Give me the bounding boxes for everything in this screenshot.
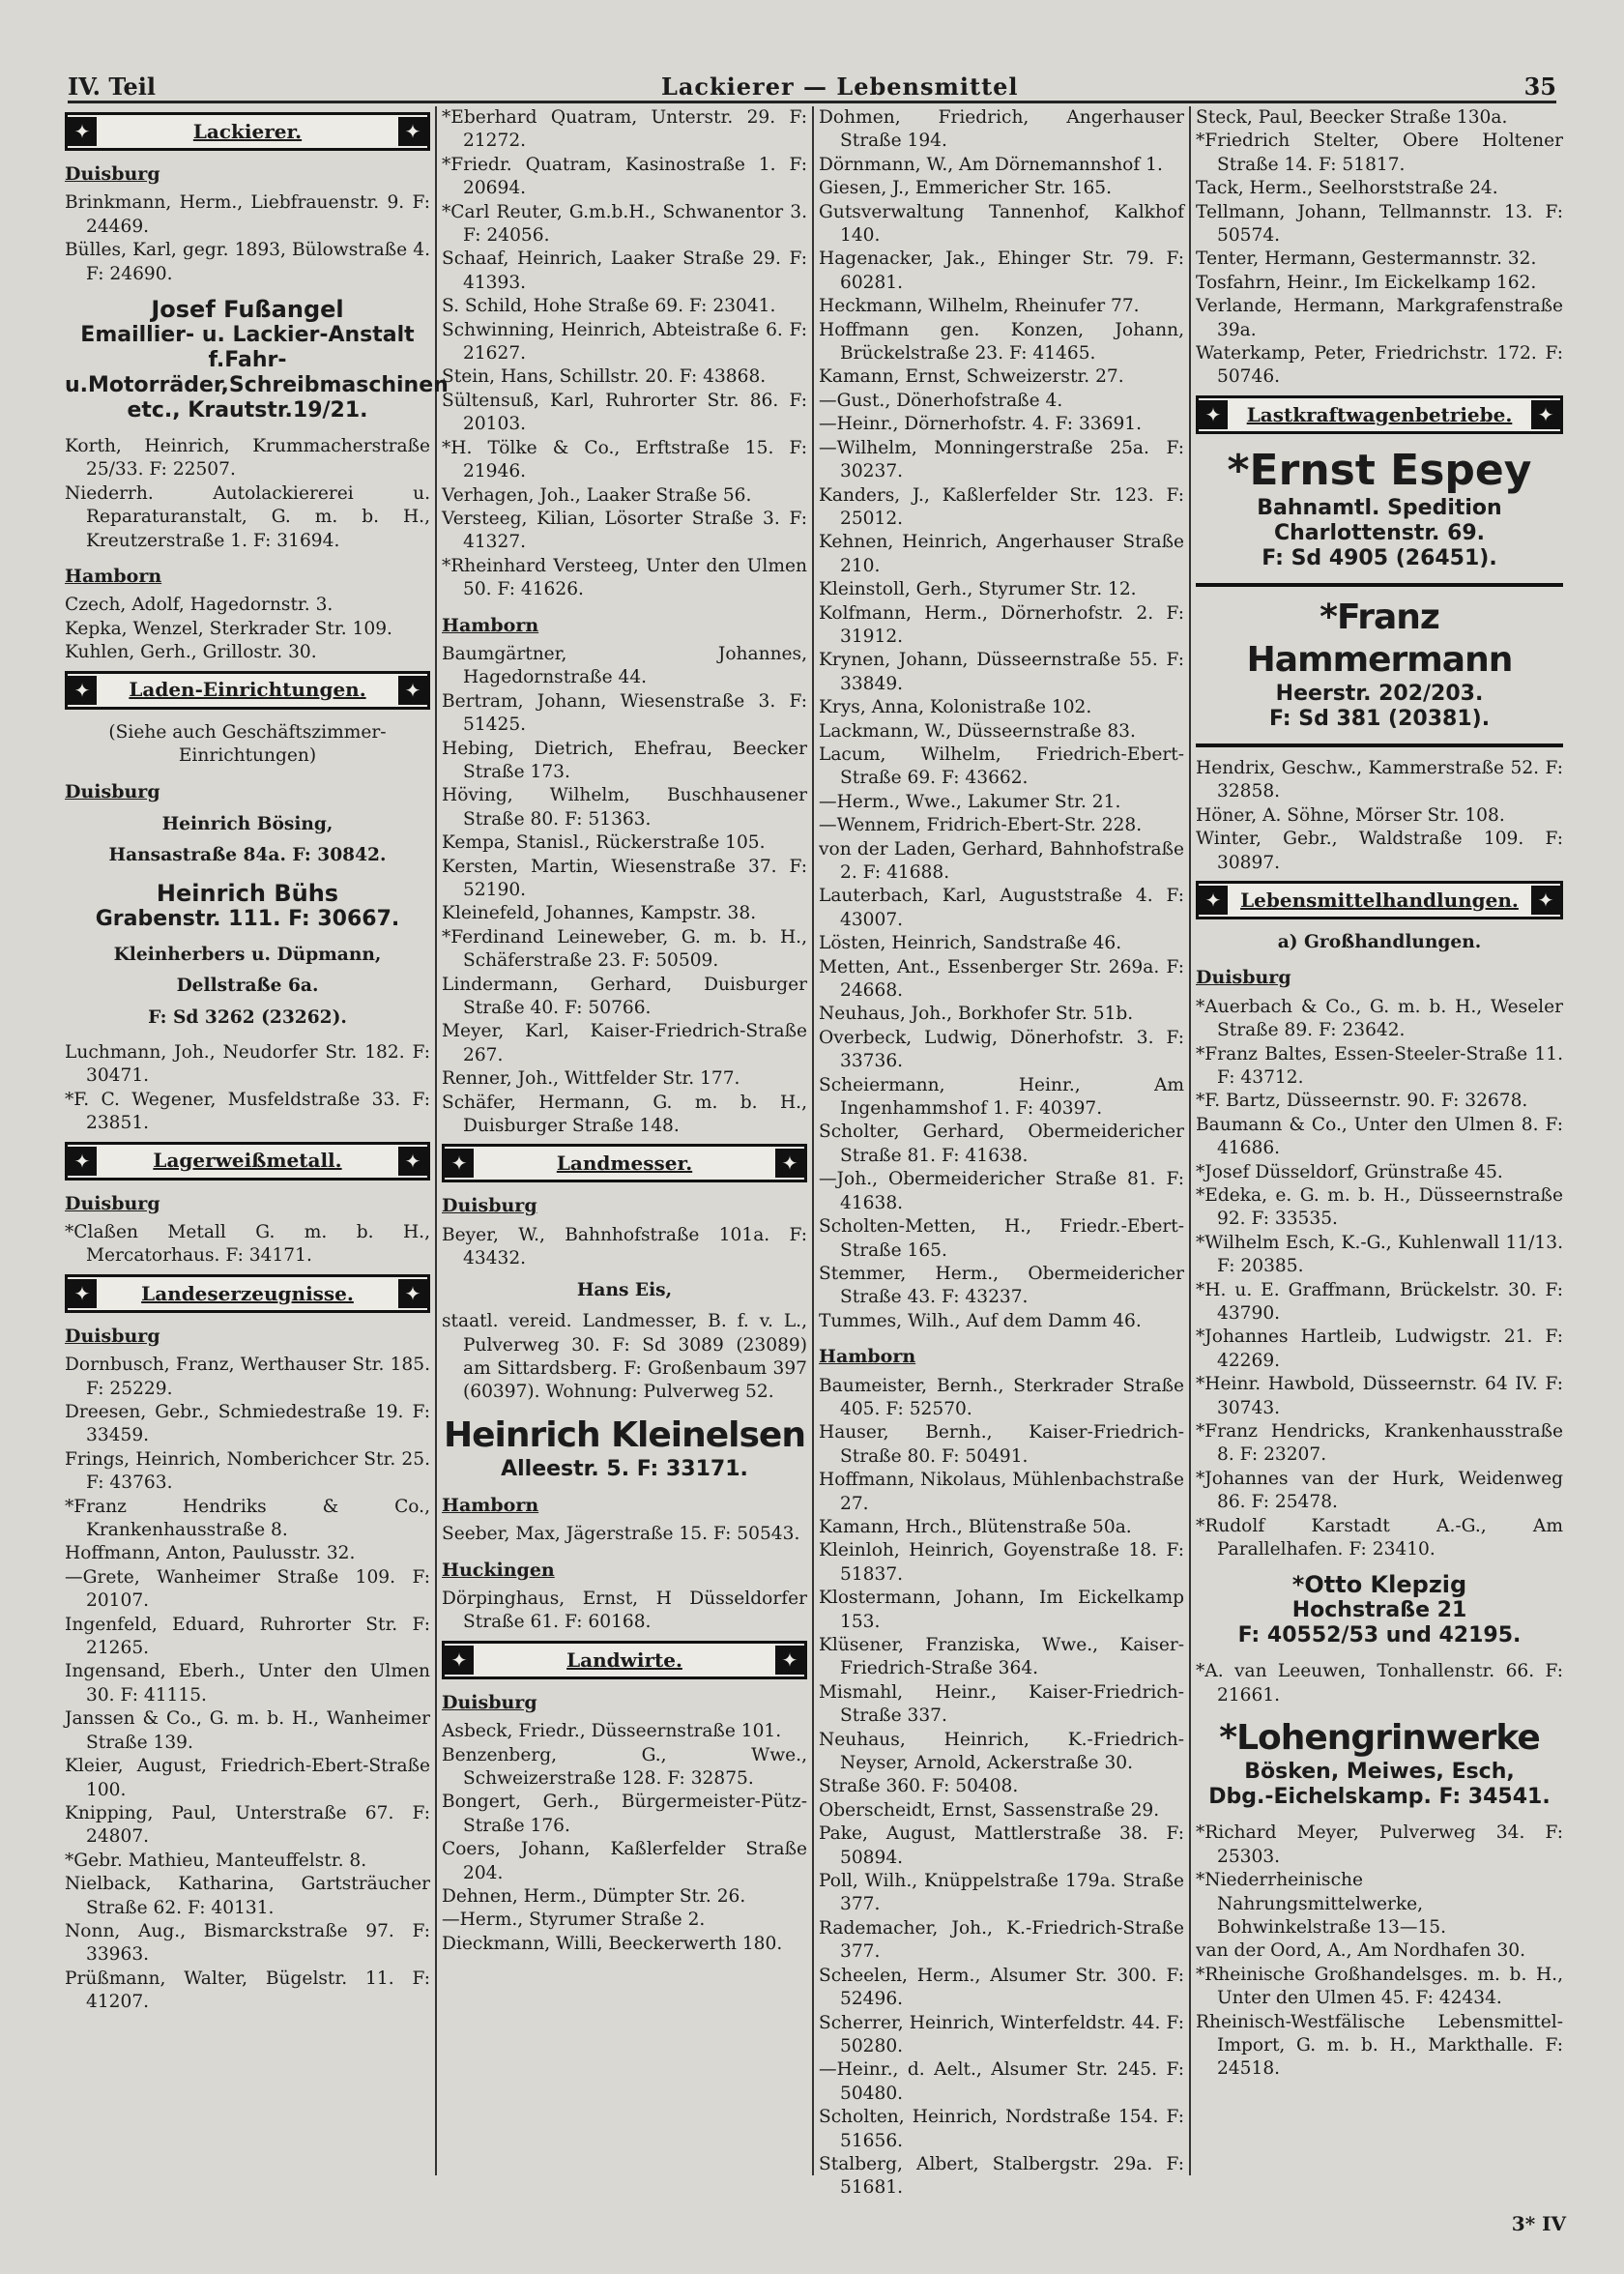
list-item: Lösten, Heinrich, Sandstraße 46. [819,933,1122,954]
list-item: Hagenacker, Jak., Ehinger Str. 79. F: 60281. [819,248,1184,293]
divider [1196,583,1563,587]
list-item: Gutsverwaltung Tannenhof, Kalkhof 140. [819,201,1184,247]
entry-list [442,1310,807,1405]
section-banner-landwirte [442,1641,807,1679]
list-item: Kolfmann, Herm., Dörnerhofstr. 2. F: 31912. [819,602,1184,647]
running-head-center: Lackierer — Lebensmittel [661,73,1019,101]
list-item: Ingensand, Eberh., Unter den Ulmen 30. F: 41115. [65,1661,430,1706]
entry-list [442,1224,807,1271]
entry-list [819,1375,1184,2201]
entry-list [1196,1822,1563,2081]
ornament-icon: ✦ [398,1147,427,1176]
list-item: Bongert, Gerh., Bürgermeister-Pütz-Straße 176. [442,1792,807,1836]
list-item: Straße 360. F: 50408. [819,1776,1019,1797]
ad-line: f.Fahr-u.Motorräder,Schreibmaschinen etc., Krautstr.19/21. [65,348,449,423]
list-item: Kepka, Wenzel, Sterkrader Str. 109. [65,618,392,639]
advertisement [1196,1717,1563,1810]
entry-list [65,594,430,664]
subsection-heading: a) Großhandlungen. [1277,931,1482,952]
list-item: Höner, A. Söhne, Mörser Str. 108. [1196,804,1505,826]
list-item: *Johannes Hartleib, Ludwigstr. 21. F: 42269. [1196,1326,1563,1371]
entry-list [1196,757,1563,875]
ad-line: F: 40552/53 und 42195. [1237,1623,1522,1648]
list-item: Lacum, Wilhelm, Friedrich-Ebert-Straße 69. F: 43662. [819,743,1184,789]
divider [1196,743,1563,747]
section-title: Landwirte. [566,1647,682,1672]
city-heading: Duisburg [442,1195,537,1217]
list-item: Hoffmann gen. Konzen, Johann, Brückelstraße 23. F: 41465. [819,319,1184,364]
ornament-icon: ✦ [1531,886,1560,915]
list-item: Hauser, Bernh., Kaiser-Friedrich-Straße 80. F: 50491. [819,1422,1184,1467]
list-item: Höving, Wilhelm, Buschhausener Straße 80. F: 51363. [442,785,807,830]
city-heading: Hamborn [819,1346,916,1368]
ad-line: Bahnamtl. Spedition [1257,495,1502,520]
entry-list [442,1720,807,1956]
list-item: Schwinning, Heinrich, Abteistraße 6. F: 21627. [442,319,807,364]
list-item: Pake, August, Mattlerstraße 38. F: 50894. [819,1823,1184,1868]
list-item: Scherrer, Heinrich, Winterfeldstr. 44. F: 50280. [819,2012,1184,2056]
list-item: Dieckmann, Willi, Beeckerwerth 180. [442,1933,783,1954]
ornament-icon: ✦ [398,1279,427,1308]
ornament-icon: ✦ [1199,886,1228,915]
ad-line: Emaillier- u. Lackier-Anstalt [80,323,415,348]
list-item: —Heinr., Dörnerhofstr. 4. F: 33691. [819,414,1143,435]
list-item: Schaaf, Heinrich, Laaker Straße 29. F: 41393. [442,248,807,293]
list-item: Baumann & Co., Unter den Ulmen 8. F: 41686. [1196,1114,1563,1159]
list-item: Klüsener, Franziska, Wwe., Kaiser-Friedrich-Straße 364. [819,1635,1184,1679]
list-item: *Friedrich Stelter, Obere Holtener Straße 14. F: 51817. [1196,131,1563,175]
entry-list [442,1523,807,1546]
list-item: —Herm., Styrumer Straße 2. [442,1910,706,1931]
list-item: *Franz Hendriks & Co., Krankenhausstraße 8. [65,1496,430,1541]
list-item: Hendrix, Geschw., Kammerstraße 52. F: 32858. [1196,757,1563,802]
section-title: Lagerweißmetall. [153,1149,342,1173]
list-item: *Friedr. Quatram, Kasinostraße 1. F: 20694. [442,154,807,199]
column-3 [814,106,1191,2199]
advertisement [1196,597,1563,732]
ad-line: Charlottenstr. 69. [1273,520,1486,545]
list-item: Kuhlen, Gerh., Grillostr. 30. [65,642,317,663]
ad-line: Dbg.-Eichelskamp. F: 34541. [1208,1785,1551,1810]
section-banner-lagerweissmetall [65,1142,430,1181]
list-item: *Gebr. Mathieu, Manteuffelstr. 8. [65,1850,367,1871]
list-item: Kleier, August, Friedrich-Ebert-Straße 100. [65,1756,430,1800]
page-number: 35 [1523,73,1556,101]
city-heading: Hamborn [442,1494,539,1516]
ad-line: F: Sd 4905 (26451). [1262,545,1497,570]
advertisement [442,1414,807,1482]
list-item: Lauterbach, Karl, Auguststraße 4. F: 43007. [819,886,1184,930]
entry-list [819,106,1184,1333]
list-item: Kamann, Ernst, Schweizerstr. 27. [819,366,1124,388]
list-item: *F. C. Wegener, Musfeldstraße 33. F: 23851. [65,1089,430,1134]
column-4 [1191,106,1568,2175]
list-item: Kleinloh, Heinrich, Goyenstraße 18. F: 51837. [819,1540,1184,1585]
list-item: Meyer, Karl, Kaiser-Friedrich-Straße 267. [442,1021,807,1065]
list-item: *H. Tölke & Co., Erftstraße 15. F: 21946. [442,437,807,482]
list-item: Seeber, Max, Jägerstraße 15. F: 50543. [442,1524,800,1545]
ad-line: Heinrich Kleinelsen [444,1414,805,1455]
entry-list [1196,1660,1563,1707]
list-item: Heckmann, Wilhelm, Rheinufer 77. [819,296,1140,317]
list-item: Korth, Heinrich, Krummacherstraße 25/33. F: 22507. [65,436,430,481]
advertisement [65,813,430,868]
list-item: Ingenfeld, Eduard, Ruhrorter Str. F: 21265. [65,1614,430,1659]
advertisement [65,944,430,1030]
list-item: staatl. vereid. Landmesser, B. f. v. L., Pulverweg 30. F: Sd 3089 (23089) am Sittardsberg. F: Großenbaum 397 (60397). Wohnung: Pulverweg 52. [442,1311,807,1403]
section-banner-landmesser [442,1144,807,1182]
list-item: Overbeck, Ludwig, Dönerhofstr. 3. F: 33736. [819,1027,1184,1072]
list-item: Winter, Gebr., Waldstraße 109. F: 30897. [1196,829,1563,873]
cross-reference-note: (Siehe auch Geschäftszimmer-Einrichtungen) [108,721,387,767]
list-item: —Heinr., d. Aelt., Alsumer Str. 245. F: 50480. [819,2059,1184,2104]
ad-line: Heinrich Bösing, [161,813,334,834]
city-heading: Duisburg [442,1691,537,1713]
list-item: Dreesen, Gebr., Schmiedestraße 19. F: 33459. [65,1402,430,1446]
list-item: *Josef Düsseldorf, Grünstraße 45. [1196,1161,1503,1182]
list-item: *A. van Leeuwen, Tonhallenstr. 66. F: 21661. [1196,1661,1563,1706]
list-item: Stemmer, Herm., Obermeidericher Straße 43. F: 43237. [819,1263,1184,1308]
list-item: Scheiermann, Heinr., Am Ingenhammshof 1. F: 40397. [819,1074,1184,1120]
advertisement [1196,446,1563,571]
list-item: Dohmen, Friedrich, Angerhauser Straße 194. [819,107,1184,152]
list-item: Krys, Anna, Kolonistraße 102. [819,697,1092,718]
ornament-icon: ✦ [398,117,427,146]
ornament-icon: ✦ [445,1149,474,1178]
entry-list [65,435,430,553]
city-heading: Hamborn [65,566,162,588]
list-item: Tenter, Hermann, Gestermannstr. 32. [1196,248,1537,270]
list-item: *Johannes van der Hurk, Weidenweg 86. F: 25478. [1196,1468,1563,1513]
list-item: Bertram, Johann, Wiesenstraße 3. F: 51425. [442,690,807,736]
entry-list [65,1041,430,1136]
list-item: Rheinisch-Westfälische Lebensmittel-Import, G. m. b. H., Markthalle. F: 24518. [1196,2011,1563,2080]
list-item: Scholten-Metten, H., Friedr.-Ebert-Straße 165. [819,1216,1184,1261]
list-item: *F. Bartz, Düsseernstr. 90. F: 32678. [1196,1091,1528,1112]
page-signature: 3* IV [1511,2212,1566,2235]
list-item: Scholter, Gerhard, Obermeidericher Straße 81. F: 41638. [819,1122,1184,1166]
list-item: Dehnen, Herm., Dümpter Str. 26. [442,1886,746,1907]
list-item: Schäfer, Hermann, G. m. b. H., Duisburger Straße 148. [442,1092,807,1137]
list-item: Rademacher, Joh., K.-Friedrich-Straße 377. [819,1917,1184,1963]
section-banner-lebensmittelhandlungen [1196,881,1563,919]
running-head [68,68,1556,103]
list-item: *Rheinische Großhandelsges. m. b. H., Unter den Ulmen 45. F: 42434. [1196,1964,1563,2009]
list-item: Tack, Herm., Seelhorststraße 24. [1196,178,1498,199]
list-item: Stalberg, Albert, Stalbergstr. 29a. F: 51681. [819,2153,1184,2199]
list-item: *Niederrheinische Nahrungsmittelwerke, Bohwinkelstraße 13—15. [1196,1870,1447,1938]
list-item: *Rheinhard Versteeg, Unter den Ulmen 50. F: 41626. [442,555,807,600]
list-item: *Heinr. Hawbold, Düsseernstr. 64 IV. F: 30743. [1196,1374,1563,1418]
list-item: Brinkmann, Herm., Liebfrauenstr. 9. F: 24469. [65,192,430,237]
list-item: *Edeka, e. G. m. b. H., Düsseernstraße 92. F: 33535. [1196,1184,1563,1230]
list-item: Baumgärtner, Johannes, Hagedornstraße 44. [442,643,807,688]
list-item: *Claßen Metall G. m. b. H., Mercatorhaus. F: 34171. [65,1221,430,1267]
list-item: —Gust., Dönerhofstraße 4. [819,390,1063,411]
running-head-left: IV. Teil [68,73,156,101]
section-title: Landeserzeugnisse. [141,1281,354,1305]
section-banner-landeserzeugnisse [65,1274,430,1313]
entry-list [442,1588,807,1635]
list-item: Waterkamp, Peter, Friedrichstr. 172. F: 50746. [1196,343,1563,388]
list-item: Dörpinghaus, Ernst, H Düsseldorfer Straße 61. F: 60168. [442,1588,807,1633]
ad-line: Bösken, Meiwes, Esch, [1244,1760,1515,1785]
city-heading: Duisburg [1196,967,1291,989]
ornament-icon: ✦ [775,1149,804,1178]
ad-line: *Lohengrinwerke [1219,1718,1540,1759]
ad-line: *Ernst Espey [1227,445,1532,495]
entry-list [65,191,430,286]
list-item: *H. u. E. Graffmann, Brückelstr. 30. F: 43790. [1196,1279,1563,1324]
section-banner-lastkraftwagenbetriebe [1196,395,1563,434]
advertisement [65,880,430,932]
entry-list [1196,106,1563,390]
list-item: Neuhaus, Joh., Borkhofer Str. 51b. [819,1004,1134,1025]
list-item: Giesen, J., Emmericher Str. 165. [819,178,1113,199]
list-item: Metten, Ant., Essenberger Str. 269a. F: 24668. [819,956,1184,1002]
city-heading: Duisburg [65,1325,160,1347]
list-item: Kersten, Martin, Wiesenstraße 37. F: 52190. [442,856,807,900]
list-item: Neuhaus, Heinrich, K.-Friedrich-Neyser, Arnold, Ackerstraße 30. [819,1729,1184,1774]
list-item: Nielback, Katharina, Gartsträucher Straße 62. F: 40131. [65,1874,430,1918]
entry-list [442,106,807,602]
ad-line: Dellstraße 6a. [176,976,319,997]
list-item: Verhagen, Joh., Laaker Straße 56. [442,484,752,506]
list-item: Steck, Paul, Beecker Straße 130a. [1196,107,1508,128]
ad-line: *Otto Klepzig [1291,1571,1467,1599]
list-item: Kleinstoll, Gerh., Styrumer Str. 12. [819,579,1137,600]
list-item: Oberscheidt, Ernst, Sassenstraße 29. [819,1799,1160,1821]
entry-list [442,643,807,1139]
list-item: Tummes, Wilh., Auf dem Damm 46. [819,1310,1142,1331]
section-title: Laden-Einrichtungen. [129,678,366,702]
list-item: *Wilhelm Esch, K.-G., Kuhlenwall 11/13. F: 20385. [1196,1232,1563,1277]
list-item: *Eberhard Quatram, Unterstr. 29. F: 21272. [442,107,807,152]
list-item: von der Laden, Gerhard, Bahnhofstraße 2. F: 41688. [819,838,1184,883]
ornament-icon: ✦ [445,1646,474,1675]
list-item: Beyer, W., Bahnhofstraße 101a. F: 43432. [442,1224,807,1269]
list-item: van der Oord, A., Am Nordhafen 30. [1196,1940,1526,1962]
list-item: —Wilhelm, Monningerstraße 25a. F: 30237. [819,437,1184,482]
list-item: Tellmann, Johann, Tellmannstr. 13. F: 50574. [1196,201,1563,247]
list-item: *Richard Meyer, Pulverweg 34. F: 25303. [1196,1822,1563,1867]
city-heading: Huckingen [442,1559,555,1581]
list-item: Frings, Heinrich, Nomberichcer Str. 25. F: 43763. [65,1448,430,1494]
ad-line: F: Sd 381 (20381). [1268,706,1491,731]
list-item: Benzenberg, G., Wwe., Schweizerstraße 128. F: 32875. [442,1744,807,1789]
column-2 [437,106,814,2175]
ad-line: Kleinherbers u. Düpmann, [113,944,382,965]
ornament-icon: ✦ [398,676,427,705]
city-heading: Hamborn [442,614,539,636]
entry-list [65,1221,430,1268]
list-item: Poll, Wilh., Knüppelstraße 179a. Straße 377. [819,1871,1184,1915]
ornament-icon: ✦ [68,1279,97,1308]
list-item: Krynen, Johann, Düsseernstraße 55. F: 33849. [819,650,1184,694]
list-item: Kehnen, Heinrich, Angerhauser Straße 210. [819,532,1184,576]
section-banner-lackierer [65,112,430,151]
list-item: Lackmann, W., Düsseernstraße 83. [819,720,1136,742]
list-item: Scholten, Heinrich, Nordstraße 154. F: 51656. [819,2107,1184,2151]
columns [60,106,1605,2199]
city-heading: Duisburg [65,163,160,185]
list-item: Tosfahrn, Heinr., Im Eickelkamp 162. [1196,272,1537,293]
list-item: Kanders, J., Kaßlerfelder Str. 123. F: 25012. [819,484,1184,529]
list-item: Baumeister, Bernh., Sterkrader Straße 405. F: 52570. [819,1375,1184,1419]
list-item: *Franz Hendricks, Krankenhausstraße 8. F: 23207. [1196,1421,1563,1466]
advertisement [65,296,449,423]
list-item: Verlande, Hermann, Markgrafenstraße 39a. [1196,296,1563,340]
ad-line: F: Sd 3262 (23262). [148,1006,347,1028]
list-item: Kempa, Stanisl., Rückerstraße 105. [442,832,766,854]
list-item: Hoffmann, Anton, Paulusstr. 32. [65,1543,356,1564]
list-item: —Herm., Wwe., Lakumer Str. 21. [819,791,1121,812]
entry-name-heading: Hans Eis, [576,1279,673,1300]
list-item: Dornbusch, Franz, Werthauser Str. 185. F: 25229. [65,1355,430,1399]
section-title: Lackierer. [192,119,303,143]
list-item: Lindermann, Gerhard, Duisburger Straße 40. F: 50766. [442,974,807,1019]
ad-line: *Franz Hammermann [1246,597,1513,680]
ornament-icon: ✦ [775,1646,804,1675]
list-item: Luchmann, Joh., Neudorfer Str. 182. F: 30471. [65,1041,430,1087]
list-item: Asbeck, Friedr., Düsseernstraße 101. [442,1721,782,1742]
ad-line: Alleestr. 5. F: 33171. [501,1456,748,1481]
list-item: Renner, Joh., Wittfelder Str. 177. [442,1068,740,1090]
list-item: Czech, Adolf, Hagedornstr. 3. [65,595,334,616]
ad-line: Hochstraße 21 [1291,1598,1467,1623]
list-item: *Rudolf Karstadt A.-G., Am Parallelhafen. F: 23410. [1196,1515,1563,1560]
ad-line: Grabenstr. 111. F: 30667. [95,906,400,931]
ornament-icon: ✦ [1531,400,1560,429]
list-item: Scheelen, Herm., Alsumer Str. 300. F: 52496. [819,1965,1184,2010]
list-item: —Joh., Obermeidericher Straße 81. F: 41638. [819,1169,1184,1213]
list-item: *Auerbach & Co., G. m. b. H., Weseler Straße 89. F: 23642. [1196,996,1563,1041]
list-item: Hoffmann, Nikolaus, Mühlenbachstraße 27. [819,1470,1184,1514]
list-item: Mismahl, Heinr., Kaiser-Friedrich-Straße 337. [819,1681,1184,1727]
list-item: S. Schild, Hohe Straße 69. F: 23041. [442,296,776,317]
ad-line: Heinrich Bühs [156,879,339,907]
section-title: Lebensmittelhandlungen. [1240,888,1519,912]
list-item: Kleinefeld, Johannes, Kampstr. 38. [442,903,757,924]
ad-line: Heerstr. 202/203. [1275,681,1484,706]
list-item: Sültensuß, Karl, Ruhrorter Str. 86. F: 20103. [442,390,807,435]
list-item: Prüßmann, Walter, Bügelstr. 11. F: 41207. [65,1968,430,2013]
list-item: Versteeg, Kilian, Lösorter Straße 3. F: 41327. [442,508,807,553]
section-title: Lastkraftwagenbetriebe. [1246,402,1513,426]
section-banner-laden-einrichtungen [65,671,430,710]
list-item: Nonn, Aug., Bismarckstraße 97. F: 33963. [65,1920,430,1966]
section-title: Landmesser. [556,1152,693,1176]
list-item: *Carl Reuter, G.m.b.H., Schwanentor 3. F: 24056. [442,201,807,247]
advertisement [1196,1571,1563,1648]
column-1 [60,106,449,2175]
city-heading: Duisburg [65,1192,160,1214]
ornament-icon: ✦ [1199,400,1228,429]
city-heading: Duisburg [65,780,160,802]
list-item: Niederrh. Autolackiererei u. Reparaturanstalt, G. m. b. H., Kreutzerstraße 1. F: 31694. [65,482,430,551]
list-item: Klostermann, Johann, Im Eickelkamp 153. [819,1588,1184,1632]
entry-list [65,1354,430,2014]
list-item: Kamann, Hrch., Blütenstraße 50a. [819,1516,1132,1537]
list-item: —Grete, Wanheimer Straße 109. F: 20107. [65,1566,430,1612]
list-item: Janssen & Co., G. m. b. H., Wanheimer Straße 139. [65,1708,430,1753]
list-item: —Wennem, Fridrich-Ebert-Str. 228. [819,815,1143,836]
ad-line: Hansastraße 84a. F: 30842. [108,845,387,866]
ornament-icon: ✦ [68,676,97,705]
list-item: Hebing, Dietrich, Ehefrau, Beecker Straße 173. [442,738,807,782]
list-item: Stein, Hans, Schillstr. 20. F: 43868. [442,366,767,388]
ornament-icon: ✦ [68,117,97,146]
list-item: *Franz Baltes, Essen-Steeler-Straße 11. F: 43712. [1196,1043,1563,1088]
ornament-icon: ✦ [68,1147,97,1176]
list-item: Coers, Johann, Kaßlerfelder Straße 204. [442,1839,807,1883]
list-item: Dörnmann, W., Am Dörnemannshof 1. [819,154,1163,175]
entry-list [1196,996,1563,1562]
list-item: *Ferdinand Leineweber, G. m. b. H., Schäferstraße 23. F: 50509. [442,926,807,972]
list-item: Knipping, Paul, Unterstraße 67. F: 24807. [65,1802,430,1848]
ad-line: Josef Fußangel [151,296,344,324]
list-item: Bülles, Karl, gegr. 1893, Bülowstraße 4. F: 24690. [65,240,430,284]
